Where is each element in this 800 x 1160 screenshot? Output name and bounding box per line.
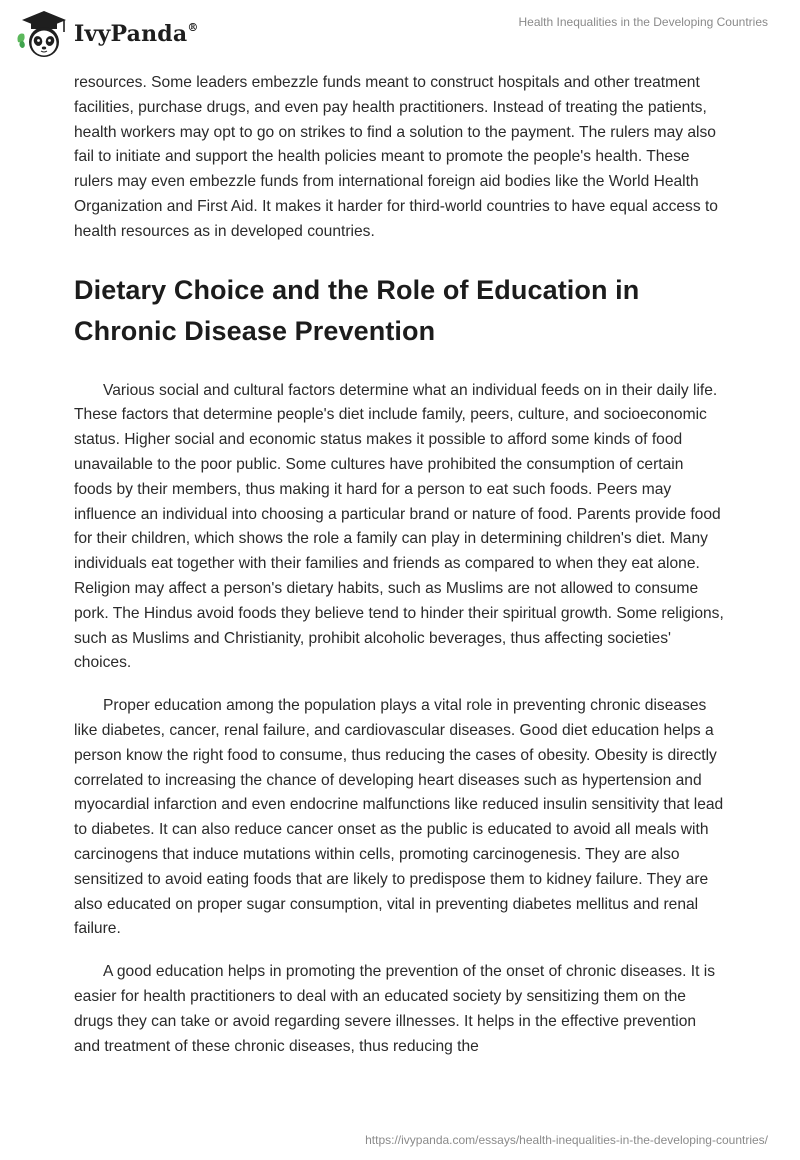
paragraph-education-role: Proper education among the population plays a vital role in preventing chronic diseases like diabetes, cancer, renal failure, and cardiovascular diseases. Good diet education helps a person know the right food to consume, thus reducing the cases of obesity. Obesity is directly correlated to increasing the chance of developing heart diseases such as hypertension and myocardial infarction and even endocrine malfunctions like reduced insulin sensitivity that lead to diabetes. It can also reduce cancer onset as the public is educated to avoid all meals with carcinogens that induce mutations within cells, promoting carcinogenesis. They are also sensitized to avoid eating foods that are likely to predispose them to kidney failure. They are also educated on proper sugar consumption, vital in preventing diabetes mellitus and renal failure. bbox=[74, 697, 724, 938]
document-title: Health Inequalities in the Developing Countries bbox=[518, 15, 768, 29]
brand-logo[interactable] bbox=[14, 8, 199, 60]
page-header bbox=[0, 0, 800, 68]
source-url[interactable]: https://ivypanda.com/essays/health-inequalities-in-the-developing-countries/ bbox=[365, 1133, 768, 1147]
article-body bbox=[74, 71, 724, 1059]
intro-paragraph: resources. Some leaders embezzle funds meant to construct hospitals and other treatment facilities, purchase drugs, and even pay health practitioners. Instead of treating the patients, health workers may opt to go on strikes to find a solution to the payment. The rulers may also fail to initiate and support the health policies meant to promote the people's health. These rulers may even embezzle funds from international foreign aid bodies like the World Health Organization and First Aid. It makes it harder for third-world countries to have equal access to health resources as in developed countries. bbox=[74, 74, 718, 240]
brand-name: IvyPanda® bbox=[74, 20, 199, 47]
panda-graduate-icon bbox=[14, 8, 70, 60]
section-heading: Dietary Choice and the Role of Education in Chronic Disease Prevention bbox=[74, 274, 640, 346]
paragraph-dietary-factors: Various social and cultural factors determine what an individual feeds on in their daily life. These factors that determine people's diet include family, peers, culture, and socioeconomic status. Higher social and economic status makes it possible to afford some kinds of food unavailable to the poor public. Some cultures have prohibited the consumption of certain foods by their members, thus making it hard for a person to eat such foods. Peers may influence an individual into choosing a particular brand or nature of food. Parents provide food for their children, which shows the role a family can play in determining children's diet. Many individuals eat together with their families and friends as compared to when they eat alone. Religion may affect a person's dietary habits, such as Muslims are not allowed to consume pork. The Hindus avoid foods they believe tend to hinder their spiritual growth. Some religions, such as Muslims and Christianity, prohibit alcoholic beverages, thus affecting societies' choices. bbox=[74, 381, 724, 672]
paragraph-education-prevention: A good education helps in promoting the prevention of the onset of chronic diseases. It is easier for health practitioners to deal with an educated society by sensitizing them on the drugs they can take or avoid regarding severe illnesses. It helps in the effective prevention and treatment of these chronic diseases, thus reducing the bbox=[74, 963, 716, 1055]
